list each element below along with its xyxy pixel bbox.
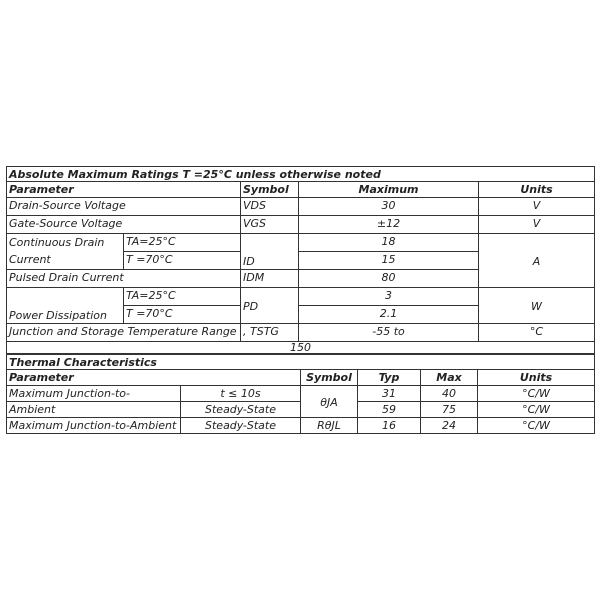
vds-symbol: VDS: [243, 199, 266, 212]
id-max1-cell: [298, 233, 479, 252]
th-row2-typ: 16: [382, 419, 396, 432]
th-row0-units: °C/W: [522, 387, 550, 400]
th-header-symbol: Symbol: [306, 371, 352, 384]
th-row0-condition-cell: [180, 385, 301, 402]
pd-max1-cell: [298, 287, 479, 306]
pd-cond2-cell: [123, 305, 241, 324]
th-header-typ-cell: [357, 369, 421, 386]
header-maximum-cell: [298, 181, 479, 198]
th-row1-max-cell: [420, 401, 478, 418]
th-row2-max: 24: [442, 419, 456, 432]
pd-max1: 3: [385, 289, 392, 302]
thermal-title: Thermal Characteristics: [9, 356, 157, 369]
vds-units: V: [532, 199, 541, 212]
idm-parameter: Pulsed Drain Current: [9, 271, 124, 284]
th-row2-symbol: RθJL: [317, 419, 341, 432]
header-units-cell: [478, 181, 595, 198]
th-row0-symbol: θJA: [320, 395, 338, 409]
id-cond1-cell: [123, 233, 241, 252]
th-row2-condition: Steady-State: [205, 419, 276, 432]
pd-symbol: PD: [243, 299, 259, 313]
header-maximum: Maximum: [358, 183, 419, 196]
id-cond2-cell: [123, 251, 241, 270]
tj-units: °C: [529, 325, 544, 338]
idm-symbol-cell: [240, 269, 299, 288]
header-symbol: Symbol: [243, 183, 289, 196]
pd-max2: 2.1: [379, 307, 398, 320]
pd-cond1: TA=25°C: [126, 289, 176, 302]
tj-max: -55 to: [372, 325, 405, 338]
pd-cond1-cell: [123, 287, 241, 306]
id-symbol-cell: [240, 233, 299, 270]
id-max1: 18: [381, 235, 396, 248]
id-cond2: T =70°C: [126, 253, 173, 266]
pd-parameter: Power Dissipation: [9, 309, 107, 322]
th-row0-max-cell: [420, 385, 478, 402]
id-max2-cell: [298, 251, 479, 270]
th-header-typ: Typ: [378, 371, 400, 384]
th-header-parameter-cell: [6, 369, 301, 386]
th-row2-symbol-cell: [300, 417, 358, 434]
pd-units: W: [531, 299, 542, 313]
th-row2-units-cell: [477, 417, 595, 434]
idm-symbol: IDM: [243, 271, 265, 284]
tj-parameter-cell: [6, 323, 241, 342]
th-row2-parameter-cell: [6, 417, 181, 434]
th-row0-condition: t ≤ 10s: [220, 387, 261, 400]
th-row2-units: °C/W: [522, 419, 550, 432]
idm-parameter-cell: [6, 269, 241, 288]
tj-symbol-cell: [240, 323, 299, 342]
id-parameter-cell: [6, 233, 124, 270]
th-header-symbol-cell: [300, 369, 358, 386]
header-parameter: Parameter: [9, 183, 74, 196]
th-row2-typ-cell: [357, 417, 421, 434]
th-row1-parameter: Ambient: [9, 403, 56, 416]
pd-parameter-cell: [6, 287, 124, 324]
id-parameter: Continuous Drain Current: [9, 236, 105, 266]
th-row1-units-cell: [477, 401, 595, 418]
id-units: A: [532, 254, 541, 268]
id-max2: 15: [381, 253, 396, 266]
abs-title-cell: [6, 166, 595, 182]
thermal-title-cell: [6, 354, 595, 370]
vgs-symbol: VGS: [243, 217, 267, 230]
vgs-parameter-cell: [6, 215, 241, 234]
vds-units-cell: [478, 197, 595, 216]
th-row0-typ-cell: [357, 385, 421, 402]
idm-max-cell: [298, 269, 479, 288]
vgs-max: ±12: [376, 217, 401, 230]
tj-max-cont-cell: [6, 341, 595, 354]
header-units: Units: [520, 183, 553, 196]
tj-parameter: Junction and Storage Temperature Range: [9, 325, 237, 338]
th-row2-parameter: Maximum Junction-to-Ambient: [9, 419, 177, 432]
th-header-units: Units: [519, 371, 553, 384]
th-row1-units: °C/W: [522, 403, 550, 416]
th-row1-max: 75: [442, 403, 456, 416]
vds-parameter: Drain-Source Voltage: [9, 199, 126, 212]
th-row2-max-cell: [420, 417, 478, 434]
th-header-max: Max: [436, 371, 462, 384]
pd-max2-cell: [298, 305, 479, 324]
th-row0-typ: 31: [382, 387, 396, 400]
th-header-parameter: Parameter: [9, 371, 74, 384]
pd-symbol-cell: [240, 287, 299, 324]
vds-parameter-cell: [6, 197, 241, 216]
vgs-units-cell: [478, 215, 595, 234]
idm-max: 80: [381, 271, 396, 284]
th-row1-condition-cell: [180, 401, 301, 418]
header-parameter-cell: [6, 181, 241, 198]
pd-cond2: T =70°C: [126, 307, 173, 320]
vgs-max-cell: [298, 215, 479, 234]
th-row1-parameter-cell: [6, 401, 181, 418]
vds-max-cell: [298, 197, 479, 216]
th-row0-symbol-cell: [300, 385, 358, 418]
vds-symbol-cell: [240, 197, 299, 216]
tj-max-cell: [298, 323, 479, 342]
vgs-units: V: [532, 217, 541, 230]
tj-units-cell: [478, 323, 595, 342]
th-header-max-cell: [420, 369, 478, 386]
th-row1-condition: Steady-State: [205, 403, 276, 416]
id-units-cell: [478, 233, 595, 288]
th-row0-max: 40: [442, 387, 456, 400]
vds-max: 30: [381, 199, 396, 212]
th-header-units-cell: [477, 369, 595, 386]
th-row2-condition-cell: [180, 417, 301, 434]
abs-title: Absolute Maximum Ratings T =25°C unless otherwise noted: [9, 168, 381, 181]
header-symbol-cell: [240, 181, 299, 198]
th-row0-parameter: Maximum Junction-to-: [9, 387, 130, 400]
vgs-parameter: Gate-Source Voltage: [9, 217, 123, 230]
tj-max-cont: 150: [290, 341, 311, 354]
tj-symbol: , TSTG: [243, 325, 279, 338]
vgs-symbol-cell: [240, 215, 299, 234]
th-row0-units-cell: [477, 385, 595, 402]
th-row0-parameter-cell: [6, 385, 181, 402]
pd-units-cell: [478, 287, 595, 324]
id-cond1: TA=25°C: [126, 235, 176, 248]
th-row1-typ-cell: [357, 401, 421, 418]
th-row1-typ: 59: [382, 403, 396, 416]
id-symbol: ID: [243, 255, 255, 268]
